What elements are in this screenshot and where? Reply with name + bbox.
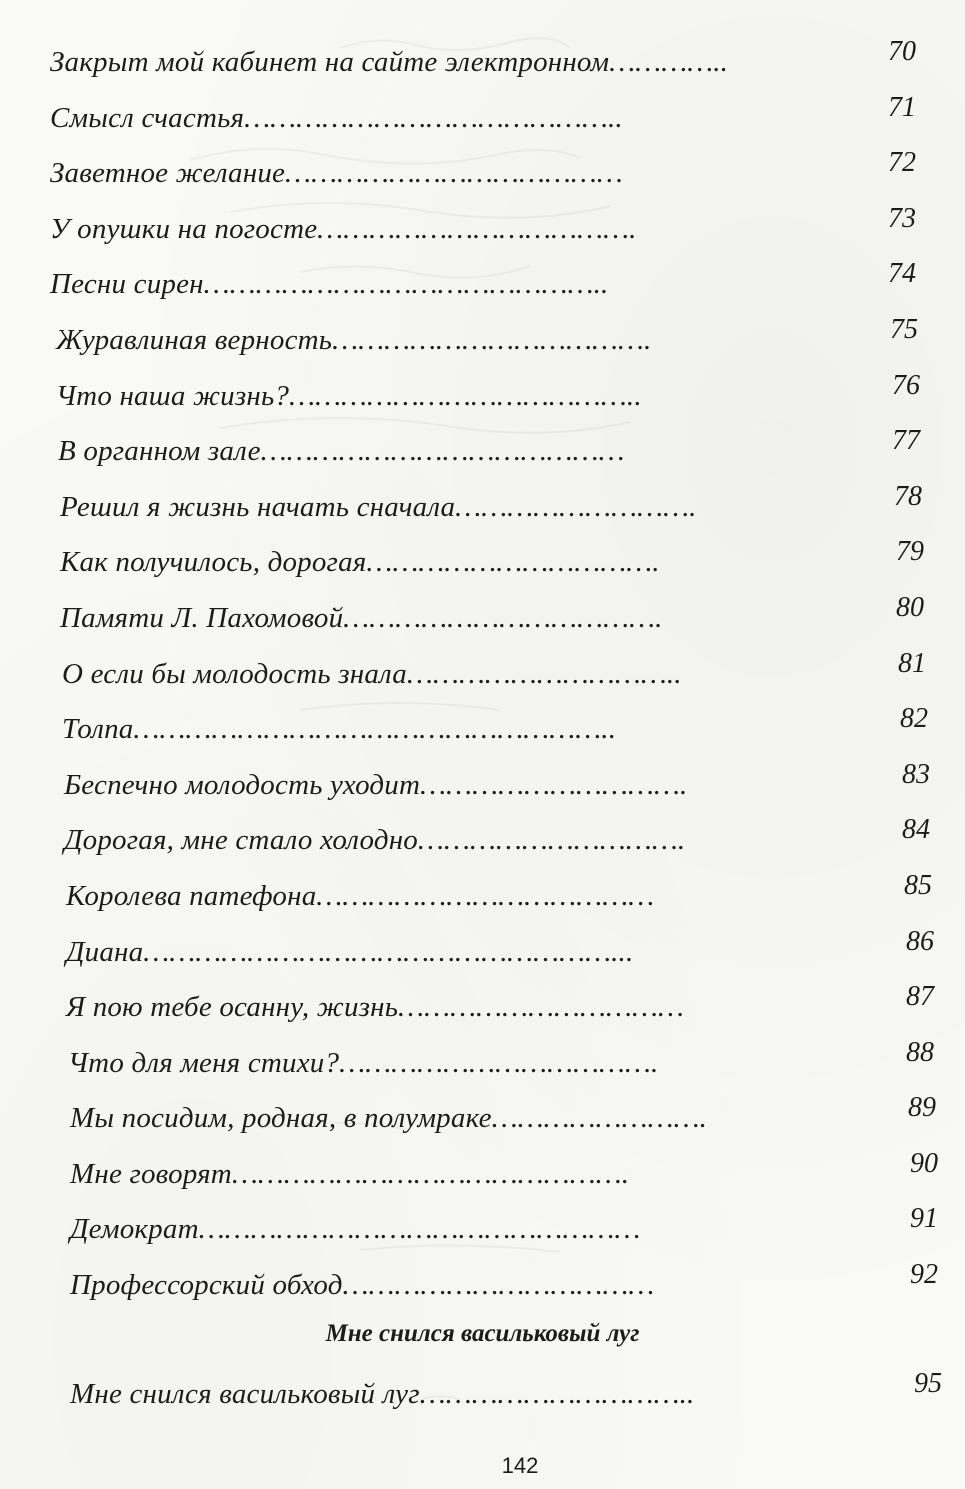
toc-entry-title [60,487,697,527]
toc-entry-leader-dots: ……………………………. [366,546,660,579]
toc-entry-title-text: Мне снился васильковый луг [70,1377,420,1410]
toc-entry-title-text: Толпа [62,713,134,746]
toc-entry [0,1088,965,1144]
toc-entry-leader-dots: ………………………………………. [231,1157,630,1190]
toc-entry-leader-dots: ………………………………. [317,212,637,245]
toc-entry [0,1199,965,1255]
toc-entry-leader-dots: ………………………….. [419,1377,695,1410]
toc-entry-leader-dots: …………………………. [420,768,688,801]
toc-entry-page: 95 [914,1367,942,1399]
toc-entry-leader-dots: …………………………. [417,824,686,857]
toc-entry-leader-dots: …………………………………….. [244,101,623,134]
toc-entry-title-text: Что наша жизнь? [56,379,290,412]
toc-entry-page: 85 [904,869,932,901]
toc-entry-title-text: Песни сирен [50,268,204,301]
toc-entry-leader-dots: ……………………. [491,1102,708,1135]
toc-entry [0,588,965,644]
toc-entry-page: 83 [902,758,930,790]
toc-entry-leader-dots: ………….. [609,46,729,78]
toc-entry-title [56,376,642,416]
toc-entry-page: 84 [902,814,930,846]
toc-entry [0,310,965,366]
toc-entry-page: 89 [908,1092,936,1124]
page-number: 142 [501,1453,539,1478]
toc-entry-title [70,1154,629,1194]
toc-entry [0,421,965,477]
toc-entry-title [60,598,663,638]
toc-entry-page: 81 [898,647,926,679]
toc-entry-page: 70 [888,36,916,67]
toc-entry-leader-dots: ………………………….. [406,657,682,690]
toc-entry-page: 80 [896,591,924,623]
toc-entry [0,810,965,866]
toc-entry-title [62,654,682,694]
toc-entry-page: 78 [894,480,922,512]
toc-entry-title-text: Памяти Л. Пахомовой [60,601,344,634]
toc-entry-page: 91 [910,1203,938,1235]
toc-entry-leader-dots: ……………………………………………….. [133,713,617,746]
toc-entry-page: 71 [888,91,916,123]
toc-entry-title [50,153,623,193]
toc-entry-title-text: Решил я жизнь начать сначала [60,490,456,523]
toc-entry-title-text: Журавлиная верность [56,323,333,356]
toc-entry-page: 76 [892,369,920,401]
toc-entry-title-text: Закрыт мой кабинет на сайте электронном [50,46,610,78]
toc-entry-title-text: Заветное желание [50,157,286,190]
toc-entry [0,1033,965,1089]
toc-entry-title-text: Я пою тебе осанну, жизнь [66,991,399,1024]
toc-entry-title [56,320,651,360]
toc-entry-page: 86 [906,925,934,957]
toc-entry-leader-dots: ………………………………… [285,157,623,190]
toc-entry-title [68,1043,658,1083]
toc-entry [0,366,965,422]
toc-entry-leader-dots: ……………………………… [342,1269,655,1302]
toc-entry-title-text: Смысл счастья [50,101,245,134]
toc-entry-page: 79 [896,536,924,568]
toc-entry-title-text: Беспечно молодость уходит [64,768,421,801]
toc-entry [0,755,965,811]
toc-entry-page: 90 [910,1147,938,1179]
toc-entry-title-text: О если бы молодость знала [62,657,407,690]
toc-entry-leader-dots: ………………………………. [343,601,663,634]
toc-entry-leader-dots: …………………………… [398,991,684,1024]
toc-entry-title-text: Диана [66,935,144,968]
section-entries [0,1364,965,1420]
toc-entry-page: 87 [906,981,934,1013]
toc-entry-leader-dots: …………………………………………… [198,1213,641,1246]
toc-entry-title [70,1374,694,1414]
toc-entry-page: 77 [892,425,920,457]
toc-entry [0,922,965,978]
toc-entry-title-text: Мы посидим, родная, в полумраке [70,1102,492,1135]
toc-entry-leader-dots: ………………………………………………... [143,935,634,968]
toc-entry-leader-dots: ………………………………. [339,1046,659,1079]
toc-entry-page: 75 [890,313,918,345]
toc-entry [0,1144,965,1200]
toc-entry-page: 92 [910,1259,938,1291]
toc-entry [0,199,965,255]
toc-entry-title [50,98,623,138]
toc-entry [0,88,965,144]
toc-entry-title-text: У опушки на погосте [50,212,318,245]
toc-entry [0,866,965,922]
toc-entry-page: 74 [888,258,916,290]
toc-entry-title-text: В органном зале [58,435,261,468]
toc-entry-title-text: Мне говорят [70,1157,232,1190]
toc-entry-title [50,264,608,304]
toc-entry [0,1255,965,1311]
toc-entry-title-text: Как получилось, дорогая [60,546,367,579]
toc-entry-title [70,1098,707,1138]
toc-entry-title [64,820,685,860]
toc-entry-title-text: Что для меня стихи? [68,1046,340,1079]
toc-entry-title [50,209,637,249]
toc-entry-leader-dots: …………………………………… [260,435,625,468]
toc-entry-leader-dots: ………………………………… [316,879,655,912]
toc-entry-page: 88 [906,1036,934,1068]
toc-entry-leader-dots: ………………………………. [332,323,652,356]
toc-entry-title-text: Профессорский обход [70,1269,343,1302]
toc-entry-leader-dots: ……………………………………….. [203,268,609,301]
toc-entry-page: 82 [900,703,928,735]
toc-entry [0,1364,965,1420]
toc-entry [0,143,965,199]
toc-entry-title-text: Королева патефона [66,879,317,912]
toc-entry-title [66,932,633,972]
toc-entry [0,32,965,88]
toc-entry [0,644,965,700]
section-heading: Мне снился васильковый луг [325,1319,640,1347]
toc-entry-title [64,765,687,805]
toc-entry-leader-dots: ………………………. [455,490,697,523]
toc-entry [0,532,965,588]
toc-entry-title [70,1209,640,1249]
toc-entry-title [50,42,728,82]
toc-entry-title [62,709,616,749]
toc-entry-title [66,876,654,916]
toc-entry-title-text: Дорогая, мне стало холодно [64,824,418,857]
toc-entry [0,477,965,533]
table-of-contents [0,32,965,1311]
toc-entry-title [58,431,625,471]
toc-entry-title [60,542,660,582]
toc-entry [0,699,965,755]
toc-entry-page: 73 [888,202,916,234]
toc-entry-title [66,987,684,1027]
toc-entry [0,254,965,310]
toc-entry-leader-dots: ………………………………….. [289,379,642,412]
toc-entry-title-text: Демократ [70,1213,199,1246]
toc-entry [0,977,965,1033]
toc-entry-title [70,1265,654,1305]
toc-entry-page: 72 [888,147,916,179]
